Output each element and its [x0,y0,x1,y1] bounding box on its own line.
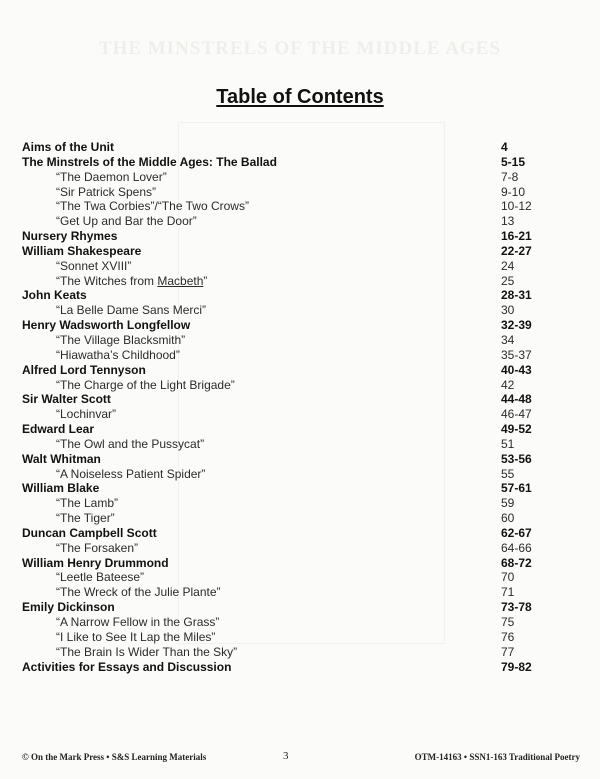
toc-section-row [22,481,580,496]
toc-entry-title [56,467,205,482]
toc-page-range: 16-21 [501,229,532,244]
toc-title-text: “The Owl and the Pussycat” [56,436,205,451]
footer-catalog-info: OTM-14163 • SSN1-163 Traditional Poetry [414,752,580,762]
toc-title-text: Henry Wadsworth Longfellow [22,318,191,333]
toc-title-underlined-text: Macbeth [157,273,204,288]
toc-page-range: 64-66 [501,540,532,555]
toc-title-text: “Hiawatha’s Childhood” [56,347,180,362]
page-footer [0,752,600,766]
toc-page-range: 46-47 [501,407,532,422]
toc-title-text: “Get Up and Bar the Door” [56,214,197,229]
toc-title-text: William Henry Drummond [22,555,169,570]
toc-section-row [22,392,580,407]
toc-page-range: 35-37 [501,347,532,362]
toc-entry-row [22,170,580,185]
toc-entry-row [22,645,580,660]
toc-page-range: 13 [501,214,515,229]
toc-section-title [22,155,277,170]
toc-section-title [22,600,115,615]
toc-page-range: 22-27 [501,243,532,258]
toc-page-range: 24 [501,258,515,273]
toc-entry-title [56,333,185,348]
toc-entry-title [56,259,131,274]
toc-page-range: 9-10 [501,184,526,199]
toc-section-title [22,140,114,155]
toc-entry-row [22,570,580,585]
toc-page-range: 79-82 [501,659,532,674]
toc-title-text: “Sir Patrick Spens” [56,184,157,199]
toc-page-range: 75 [501,615,515,629]
toc-title-text: Alfred Lord Tennyson [22,362,146,377]
toc-section-title [22,422,94,437]
toc-entry-row [22,348,580,363]
toc-title-text: “A Noiseless Patient Spider” [56,466,206,481]
toc-title-text: “The Brain Is Wider Than the Sky” [56,644,238,659]
toc-section-title [22,392,111,407]
toc-title-text: “La Belle Dame Sans Merci” [56,303,207,318]
toc-page-range: 25 [501,273,515,288]
toc-entry-title [56,511,115,526]
toc-entry-title [56,630,215,645]
toc-title-text: Emily Dickinson [22,600,115,615]
toc-section-row [22,556,580,571]
toc-entry-title [56,378,235,393]
toc-page-range: 57-61 [501,481,532,496]
toc-entry-title [56,541,138,556]
toc-entry-title [56,303,206,318]
toc-title-text: “The Witches from [56,273,158,288]
toc-entry-row [22,615,580,630]
toc-title-text: “The Forsaken” [56,540,139,555]
toc-title-text: The Minstrels of the Middle Ages: The Ballad [22,154,277,169]
toc-title-text: “Lochinvar” [56,407,117,422]
toc-title-text: Edward Lear [22,422,95,437]
toc-entry-row [22,303,580,318]
toc-page-range: 73-78 [501,600,532,615]
toc-section-title [22,318,190,333]
toc-entry-row [22,585,580,600]
toc-page-range: 76 [501,629,515,644]
toc-title-text: Aims of the Unit [22,140,114,154]
toc-section-title [22,660,231,675]
toc-page-range: 70 [501,570,515,585]
toc-title-text: “The Daemon Lover” [56,169,167,184]
toc-entry-row [22,541,580,556]
toc-title-text: Walt Whitman [22,451,101,466]
toc-entry-row [22,407,580,422]
toc-page-range: 7-8 [501,169,519,184]
toc-page-range: 5-15 [501,154,526,169]
toc-entry-title [56,585,221,600]
toc-entry-row [22,437,580,452]
toc-page-range: 77 [501,644,515,659]
toc-section-row [22,244,580,259]
toc-title-text: “I Like to See It Lap the Miles” [56,629,216,644]
toc-section-title [22,556,169,571]
footer-publisher: © On the Mark Press • S&S Learning Materials [22,752,207,762]
toc-page-range: 59 [501,496,515,511]
toc-page-range: 30 [501,303,515,318]
toc-entry-row [22,214,580,229]
toc-title-text: John Keats [22,288,87,303]
page-title: Table of Contents [216,86,384,108]
toc-title-text: “The Twa Corbies”/“The Two Crows” [56,199,249,214]
toc-entry-row [22,259,580,274]
toc-section-title [22,452,101,467]
toc-title-text: Activities for Essays and Discussion [22,659,232,674]
toc-page-range: 53-56 [501,451,532,466]
toc-title-text: “The Charge of the Light Brigade” [56,377,235,392]
toc-page-range: 34 [501,332,515,347]
toc-page-range: 49-52 [501,422,532,437]
toc-section-title [22,363,146,378]
toc-section-row [22,660,580,675]
toc-entry-title [56,170,167,185]
bleed-through-heading: THE MINSTRELS OF THE MIDDLE AGES [98,38,502,59]
toc-entry-title [56,570,144,585]
toc-title-text: “Sonnet XVIII” [56,258,132,273]
toc-entry-title [56,645,237,660]
toc-title-text: “The Wreck of the Julie Plante” [56,585,221,600]
toc-section-title [22,526,157,541]
toc-entry-row [22,274,580,289]
toc-page-range: 55 [501,466,515,481]
toc-entry-title [56,274,207,289]
toc-title-text: William Blake [22,481,100,496]
toc-title-text: William Shakespeare [22,243,142,258]
toc-section-row [22,600,580,615]
toc-page-range: 44-48 [501,392,532,407]
footer-page-number: 3 [283,750,289,762]
toc-entry-row [22,199,580,214]
toc-section-title [22,481,99,496]
toc-title-text: “The Tiger” [56,511,115,526]
toc-title-text: Sir Walter Scott [22,392,111,407]
toc-entry-title [56,407,116,422]
toc-section-title [22,229,117,244]
toc-entry-title [56,437,204,452]
toc-page-range: 62-67 [501,525,532,540]
toc-page-range: 51 [501,436,515,451]
toc-title-text: Nursery Rhymes [22,229,118,244]
toc-section-row [22,288,580,303]
toc-section-row [22,452,580,467]
toc-entry-row [22,185,580,200]
toc-section-row [22,229,580,244]
toc-section-row [22,363,580,378]
toc-title-text: “Leetle Bateese” [56,570,145,585]
toc-section-title [22,244,141,259]
toc-title-closing-quote: ” [203,273,208,288]
table-of-contents [22,140,580,674]
toc-entry-title [56,185,156,200]
toc-section-row [22,140,580,155]
toc-entry-row [22,496,580,511]
toc-page-range: 10-12 [501,199,532,214]
toc-entry-title [56,496,118,511]
toc-entry-title [56,615,219,630]
toc-page-range: 71 [501,585,515,600]
toc-title-text: “The Lamb” [56,496,119,511]
toc-entry-title [56,199,249,214]
toc-title-text: “A Narrow Fellow in the Grass” [56,615,220,629]
toc-page-range: 42 [501,377,515,392]
toc-section-row [22,422,580,437]
toc-entry-title [56,214,197,229]
toc-entry-row [22,467,580,482]
toc-page-range: 4 [501,140,508,154]
toc-section-row [22,318,580,333]
toc-title-text: “The Village Blacksmith” [56,332,186,347]
toc-page-range: 60 [501,511,515,526]
toc-entry-row [22,378,580,393]
toc-entry-title [56,348,180,363]
toc-page-range: 68-72 [501,555,532,570]
toc-section-row [22,155,580,170]
toc-section-title [22,288,87,303]
toc-entry-row [22,630,580,645]
toc-page-range: 32-39 [501,318,532,333]
toc-page-range: 28-31 [501,288,532,303]
toc-entry-row [22,333,580,348]
toc-section-row [22,526,580,541]
toc-page-range: 40-43 [501,362,532,377]
toc-entry-row [22,511,580,526]
toc-title-text: Duncan Campbell Scott [22,525,157,540]
